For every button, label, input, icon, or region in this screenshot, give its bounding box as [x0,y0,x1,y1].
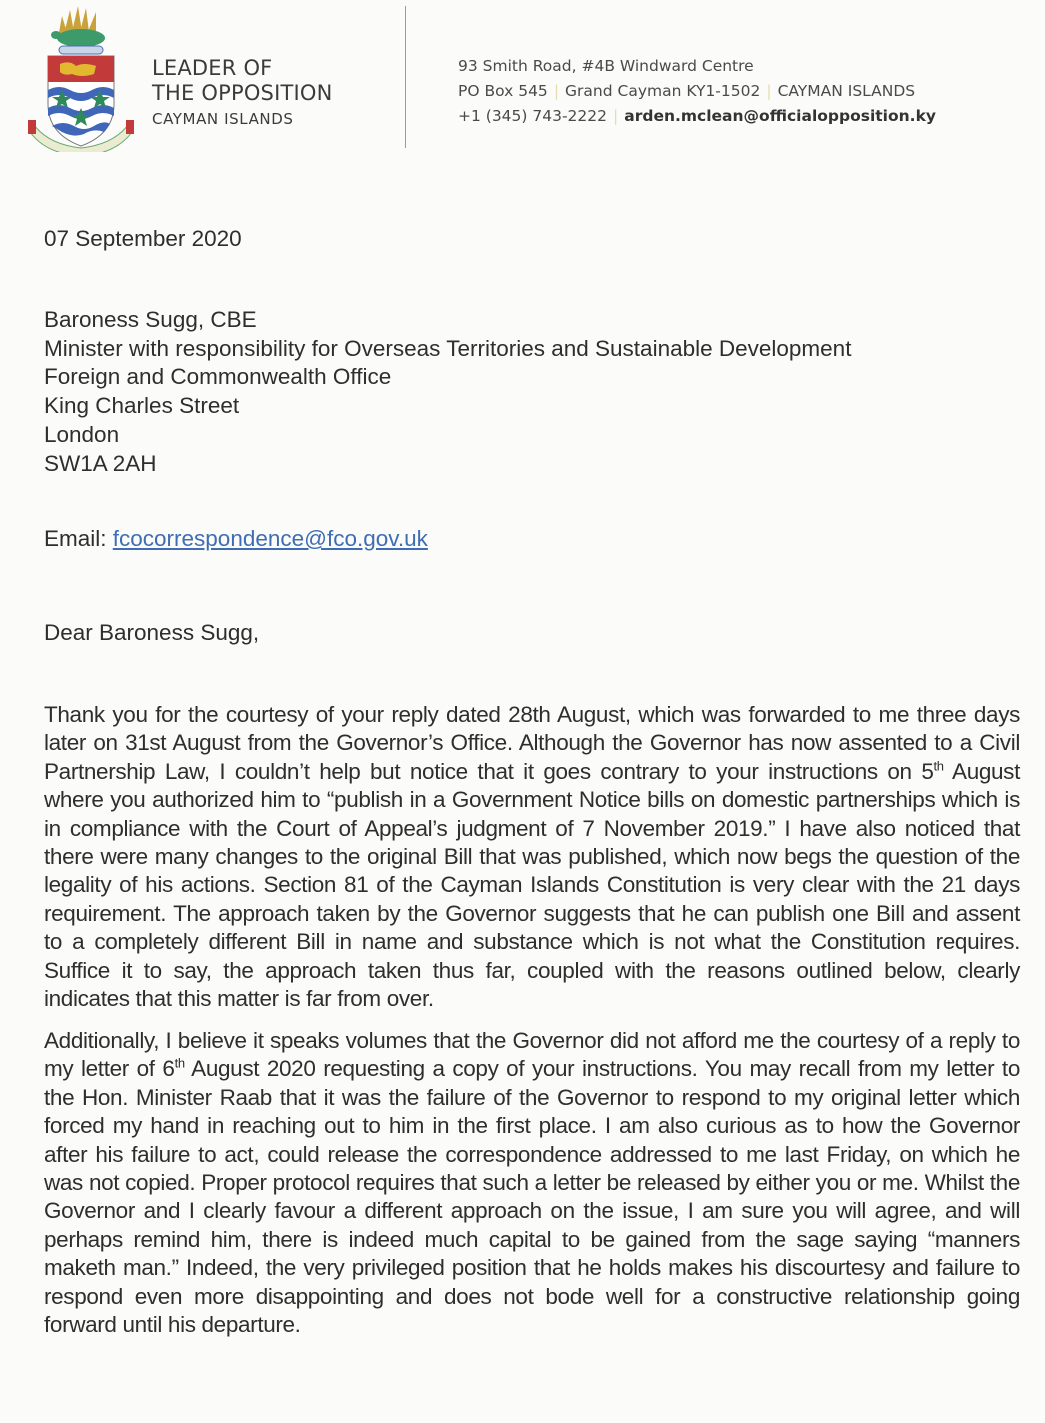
body-paragraph-1 [44,701,1020,1013]
paragraph-1-text-b: August where you authorized him to “publish in a Government Notice bills on domestic partnerships which is in compliance with the Court of Appeal’s judgment of 7 November 2019.” I have also noticed that there were many changes to the original Bill that was published, which now begs the question of the legality of his actions. Section 81 of the Cayman Islands Constitution is very clear with the 21 days requirement. The approach taken by the Governor suggests that he can publish one Bill and assent to a completely different Bill in name and substance which is not what the Constitution requires. Suffice it to say, the approach taken thus far, coupled with the reasons outlined below, clearly indicates that this matter is far from over. [44,758,1020,1012]
letter-date: 07 September 2020 [44,226,242,251]
recipient-email-link[interactable]: fcocorrespondence@fco.gov.uk [112,526,428,551]
separator: | [613,107,619,125]
org-title-line2: THE OPPOSITION [152,81,333,105]
ordinal-superscript: th [174,1055,185,1071]
phone-number: +1 (345) 743-2222 [458,107,608,125]
coat-of-arms-icon [26,4,136,152]
recipient-address [44,306,851,478]
postal-line [458,79,936,104]
separator: | [553,82,560,100]
paragraph-1-text-a: Thank you for the courtesy of your reply dated 28th August, which was forwarded to me three days later on 31st August from the Governor’s Office. Although the Governor has now assented to a Civil Partnership Law, I couldn’t help but notice that it goes contrary to your instructions on 5 [44,702,1020,784]
po-box: PO Box 545 [458,82,548,100]
recipient-name: Baroness Sugg, CBE [44,307,257,332]
recipient-city: London [44,421,120,447]
country: CAYMAN ISLANDS [777,82,916,100]
header-divider [405,6,406,148]
sender-email[interactable]: arden.mclean@officialopposition.ky [624,107,936,125]
recipient-street: King Charles Street [44,393,240,419]
recipient-email-line [44,526,428,552]
organization-name [152,56,333,130]
body-paragraph-2 [44,1027,1020,1339]
salutation: Dear Baroness Sugg, [44,620,260,645]
recipient-title: Minister with responsibility for Overseas Territories and Sustainable Development [44,335,852,361]
paragraph-2-text-b: August 2020 requesting a copy of your instructions. You may recall from my letter to the Hon. Minister Raab that it was the failure of the Governor to respond to my original letter which forced my hand in reaching out to him in the first place. I am also curious as to how the Governor after his failure to act, could release the correspondence addressed to me last Friday, on which he was not copied. Proper protocol requires that such a letter be released by either you or me. Whilst the Governor and I clearly favour a different approach on the issue, I am sure you will agree, and will perhaps remind him, there is indeed much capital to be gained from the sage saying “manners maketh man.” Indeed, the very privileged position that he holds makes his discourtesy and failure to respond even more disappointing and does not bode well for a constructive relationship going forward until his departure. [44,1056,1020,1338]
phone-email-line [458,104,936,129]
separator: | [766,82,772,100]
org-title-line1: LEADER OF [152,56,273,80]
contact-block [458,54,936,129]
recipient-office: Foreign and Commonwealth Office [44,364,392,390]
org-country: CAYMAN ISLANDS [152,110,294,128]
recipient-postcode: SW1A 2AH [44,450,157,476]
paragraph-2-text-a: Additionally, I believe it speaks volumes that the Governor did not afford me the courtesy of a reply to my letter of 6 [44,1028,1020,1082]
street-address: 93 Smith Road, #4B Windward Centre [458,57,754,75]
ordinal-superscript: th [933,758,944,774]
email-label: Email: [44,526,113,551]
city-postcode: Grand Cayman KY1-1502 [565,82,761,100]
letterhead [0,0,1045,160]
